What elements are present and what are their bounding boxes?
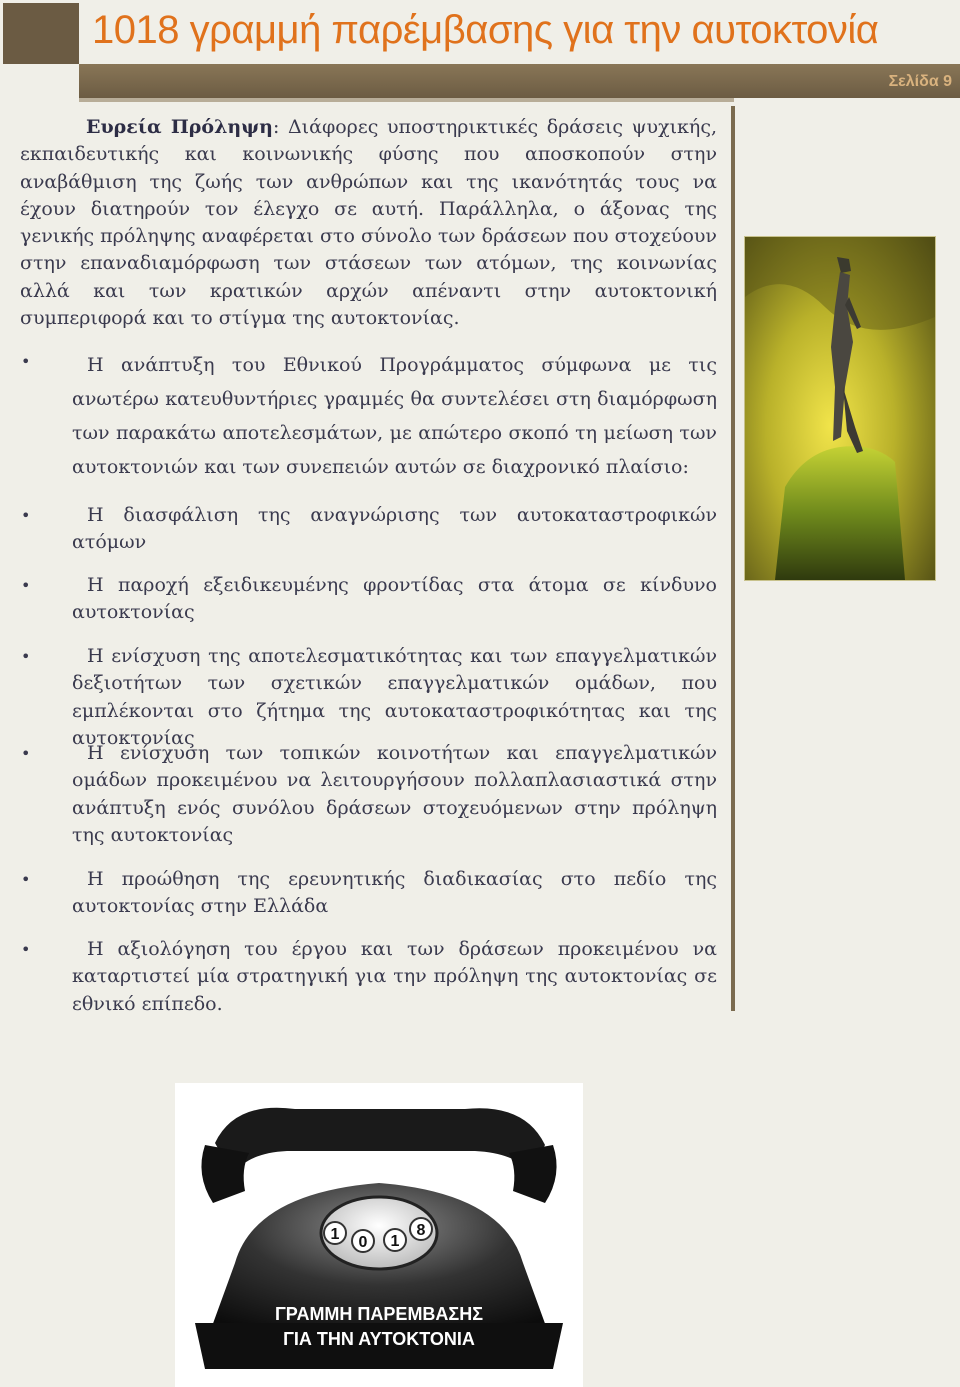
list-item-text: Η ενίσχυση των τοπικών κοινοτήτων και επαγγελματικών ομάδων προκειμένου να λειτουργήσουν πολλαπλασιαστικά στην ανάπτυξη ενός συνόλου δράσεων στοχευόμενων στην πρόληψη της αυτοκτονίας — [72, 742, 717, 846]
list-item-text: Η ενίσχυση της αποτελεσματικότητας και των επαγγελματικών δεξιοτήτων των σχετικών επαγγελματικών ομάδων, που εμπλέκονται στο ζήτημα της αυτοκαταστροφικότητας και της αυτοκτονίας — [72, 645, 717, 749]
list-item — [20, 740, 717, 849]
bullet-dot: • — [21, 647, 31, 666]
list-item-text: Η παροχή εξειδικευμένης φροντίδας στα άτομα σε κίνδυνο αυτοκτονίας — [72, 574, 717, 624]
list-item — [20, 643, 717, 752]
dial-digit: 1 — [330, 1226, 340, 1243]
bullet-dot: • — [21, 352, 31, 371]
phone-label-line1: ΓΡΑΜΜΗ ΠΑΡΕΜΒΑΣΗΣ — [274, 1304, 484, 1324]
bullet-dot: • — [21, 744, 31, 763]
list-item-text: Η ανάπτυξη του Εθνικού Προγράμματος σύμφωνα με τις ανωτέρω κατευθυντήριες γραμμές θα συντελέσει στη διαμόρφωση των παρακάτω αποτελεσμάτων, με απώτερο σκοπό τη μείωση των αυτοκτονιών και των συνεπειών αυτών σε διαχρονικό πλαίσιο: — [72, 354, 717, 478]
dial-digit: 8 — [416, 1222, 426, 1239]
side-rule — [731, 106, 735, 1011]
list-item — [20, 936, 717, 1018]
cliff-figure-image — [744, 236, 936, 581]
list-item — [20, 502, 717, 557]
list-item-text: Η αξιολόγηση του έργου και των δράσεων προκειμένου να καταρτιστεί μία στρατηγική για την πρόληψη της αυτοκτονίας σε εθνικό επίπεδο. — [72, 938, 717, 1015]
header-bar — [79, 64, 960, 98]
page-title: 1018 γραμμή παρέμβασης για την αυτοκτονία — [92, 8, 879, 52]
bullet-dot: • — [21, 870, 31, 889]
phone-label-line2: ΓΙΑ ΤΗΝ ΑΥΤΟΚΤΟΝΙΑ — [283, 1329, 475, 1349]
list-item — [20, 348, 717, 484]
header-block — [3, 3, 79, 64]
intro-text: : Διάφορες υποστηρικτικές δράσεις ψυχικής, εκπαιδευτικής και κοινωνικής φύσης που αποσκοπούν στην αναβάθμιση της ζωής των ανθρώπων και της ικανότητάς τους να έχουν διατηρούν τον έλεγχο σε αυτή. Παράλληλα, ο άξονας της γενικής πρόληψης αναφέρεται στο σύνολο των δράσεων που στοχεύουν στην επαναδιαμόρφωση των στάσεων των ατόμων, της κοινωνίας αλλά και των κρατικών αρχών απέναντι στην αυτοκτονική συμπεριφορά και το στίγμα της αυτοκτονίας. — [20, 116, 717, 330]
page-number: Σελίδα 9 — [888, 73, 952, 90]
list-item — [20, 572, 717, 627]
bullet-dot: • — [21, 940, 31, 959]
rotary-phone-image — [175, 1083, 583, 1387]
dial-digit: 1 — [390, 1233, 400, 1250]
list-item — [20, 866, 717, 921]
bullet-dot: • — [21, 506, 31, 525]
header-bar-shadow — [79, 98, 734, 102]
list-item-text: Η διασφάλιση της αναγνώρισης των αυτοκαταστροφικών ατόμων — [72, 504, 717, 554]
intro-paragraph — [20, 114, 717, 332]
dial-digit: 0 — [358, 1234, 368, 1251]
bullet-dot: • — [21, 576, 31, 595]
list-item-text: Η προώθηση της ερευνητικής διαδικασίας στο πεδίο της αυτοκτονίας στην Ελλάδα — [72, 868, 717, 918]
intro-term: Ευρεία Πρόληψη — [86, 116, 273, 138]
